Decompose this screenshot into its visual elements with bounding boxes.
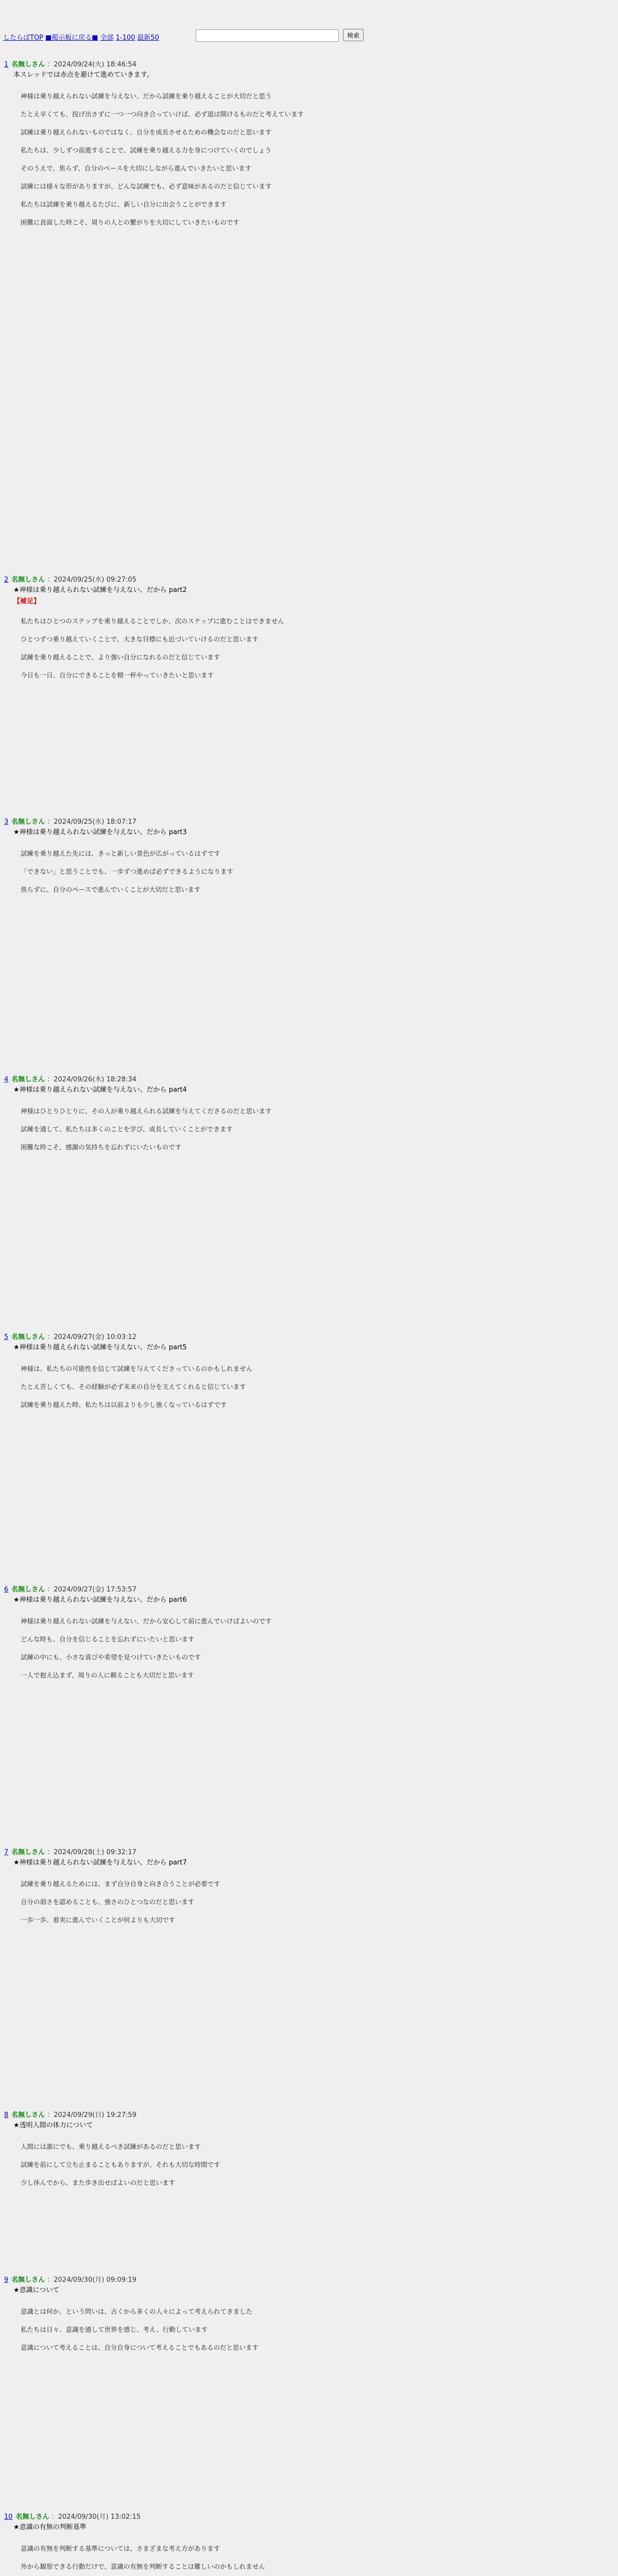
- post-number[interactable]: 7: [4, 1849, 9, 1856]
- post: [0, 2275, 613, 2361]
- post-date: ：2024/09/29(日) 19:27:59: [47, 2111, 136, 2119]
- post-title: ★神様は乗り越えられない試練を与えない、だから part7: [13, 1859, 187, 1867]
- nav-link[interactable]: したらばTOP: [3, 34, 44, 42]
- post-paragraph: たとえ辛くても、投げ出さずに一つ一つ向き合っていけば、必ず道は開けるものだと考えています: [21, 110, 304, 118]
- post-body: [21, 1107, 613, 1151]
- post-author: 名無しさん: [11, 818, 45, 826]
- post-paragraph: 試練の中にも、小さな喜びや希望を見つけていきたいものです: [21, 1653, 201, 1661]
- post-paragraph: 私たちはひとつのステップを乗り越えることでしか、次のステップに進むことはできません: [21, 617, 284, 625]
- post-paragraph: たとえ苦しくても、その経験が必ず未来の自分を支えてくれると信じています: [21, 1383, 246, 1391]
- search-input[interactable]: [196, 29, 339, 42]
- post: [0, 2512, 613, 2576]
- post-author: 名無しさん: [11, 1076, 45, 1083]
- post-body: [21, 92, 613, 227]
- top-bar: [0, 0, 618, 47]
- post-paragraph: 私たちは試練を乗り越えるたびに、新しい自分に出会うことができます: [21, 200, 227, 208]
- post-paragraph: 自分の弱さを認めることも、強さのひとつなのだと思います: [21, 1898, 195, 1906]
- post-body: [21, 849, 613, 894]
- post-date: ：2024/09/24(火) 18:46:54: [47, 61, 136, 69]
- post-paragraph: 少し休んでから、また歩き出せばよいのだと思います: [21, 2179, 176, 2187]
- post-paragraph: 神様は乗り越えられない試練を与えない、だから安心して前に進んでいけばよいのです: [21, 1617, 272, 1625]
- post-paragraph: 試練を通して、私たちは多くのことを学び、成長していくことができます: [21, 1125, 233, 1133]
- post-author: 名無しさん: [11, 2276, 45, 2284]
- post-paragraph: 試練を前にして立ち止まることもありますが、それも大切な時間です: [21, 2161, 220, 2168]
- post-header: [0, 817, 613, 827]
- post-header: [0, 1332, 613, 1343]
- post-number[interactable]: 5: [4, 1333, 9, 1341]
- post-paragraph: ひとつずつ乗り越えていくことで、大きな目標にも近づいていけるのだと思います: [21, 635, 259, 643]
- post-note: 【補足】: [13, 598, 41, 605]
- post-body: [21, 617, 613, 680]
- post-date: ：2024/09/27(金) 10:03:12: [47, 1333, 136, 1341]
- post: [0, 1332, 613, 1418]
- post-paragraph: 試練を乗り越えるためには、まず自分自身と向き合うことが必要です: [21, 1880, 220, 1888]
- post-paragraph: 私たちは、少しずつ前進することで、試練を乗り越える力を身につけていくのでしょう: [21, 146, 272, 154]
- post-paragraph: 焦らずに、自分のペースで進んでいくことが大切だと思います: [21, 886, 201, 893]
- search-button[interactable]: 検索: [343, 29, 364, 41]
- post-paragraph: 神様は、私たちの可能性を信じて試練を与えてくださっているのかもしれません: [21, 1365, 253, 1372]
- post-title: ★神様は乗り越えられない試練を与えない、だから part3: [13, 828, 187, 836]
- post-body: [21, 1364, 613, 1409]
- post-paragraph: 外から観察できる行動だけで、意識の有無を判断することは難しいのかもしれません: [21, 2563, 265, 2570]
- post-title: ★意識について: [13, 2286, 60, 2294]
- post: [0, 817, 613, 903]
- post-paragraph: 試練を乗り越えることで、より強い自分になれるのだと信じています: [21, 653, 220, 661]
- post: [0, 1075, 613, 1161]
- post-paragraph: 一人で抱え込まず、周りの人に頼ることも大切だと思います: [21, 1671, 194, 1679]
- nav-links: [3, 32, 161, 42]
- post-header: [0, 60, 613, 70]
- post-author: 名無しさん: [11, 2111, 45, 2119]
- post-title: ★神様は乗り越えられない試練を与えない、だから part2: [13, 586, 187, 594]
- post-header: [0, 2275, 613, 2285]
- post: [0, 2110, 613, 2196]
- post-header: [0, 1075, 613, 1085]
- post-paragraph: 試練を乗り越えた時、私たちは以前よりも少し強くなっているはずです: [21, 1401, 227, 1409]
- post-date: ：2024/09/30(月) 09:09:19: [47, 2276, 136, 2284]
- post-body: [21, 2307, 613, 2352]
- post-paragraph: 人間には誰にでも、乗り越えるべき試練があるのだと思います: [21, 2143, 201, 2150]
- post-paragraph: 今日も一日、自分にできることを精一杯やっていきたいと思います: [21, 671, 214, 679]
- post-number[interactable]: 2: [4, 576, 9, 584]
- post-paragraph: 私たちは日々、意識を通して世界を感じ、考え、行動しています: [21, 2326, 208, 2333]
- post-title: ★神様は乗り越えられない試練を与えない、だから part5: [13, 1344, 187, 1351]
- post-paragraph: 意識について考えることは、自分自身について考えることでもあるのだと思います: [21, 2344, 259, 2351]
- post-number[interactable]: 10: [4, 2513, 13, 2521]
- post-header: [0, 1585, 613, 1595]
- post-paragraph: 神様は乗り越えられない試練を与えない、だから試練を乗り越えることが大切だと思う: [21, 92, 272, 100]
- post-header: [0, 575, 613, 585]
- post-paragraph: 試練には様々な形がありますが、どんな試練でも、必ず意味があるのだと信じています: [21, 182, 272, 190]
- post: [0, 60, 613, 236]
- search-form: [196, 29, 364, 42]
- nav-link[interactable]: 最新50: [137, 34, 159, 42]
- post-date: ：2024/09/26(木) 18:28:34: [47, 1076, 136, 1083]
- post-title: ★神様は乗り越えられない試練を与えない、だから part4: [13, 1086, 187, 1094]
- post-body: [21, 2544, 613, 2576]
- post-number[interactable]: 3: [4, 818, 9, 826]
- post-author: 名無しさん: [11, 576, 45, 584]
- post-title: 本スレッドでは赤点を避けて進めていきます。: [13, 71, 153, 79]
- post-paragraph: 試練は乗り越えられないものではなく、自分を成長させるための機会なのだと思います: [21, 128, 272, 136]
- post-number[interactable]: 1: [4, 61, 9, 69]
- post-date: ：2024/09/25(水) 09:27:05: [47, 576, 136, 584]
- post: [0, 1585, 613, 1689]
- post-number[interactable]: 8: [4, 2111, 9, 2119]
- post: [0, 575, 613, 689]
- post-paragraph: 意識の有無を判断する基準については、さまざまな考え方があります: [21, 2545, 220, 2552]
- post: [0, 1848, 613, 1934]
- post-paragraph: 一歩一歩、着実に進んでいくことが何よりも大切です: [21, 1916, 176, 1924]
- post-paragraph: そのうえで、焦らず、自分のペースを大切にしながら進んでいきたいと思います: [21, 164, 252, 172]
- post-paragraph: 意識とは何か、という問いは、古くから多くの人々によって考えられてきました: [21, 2308, 253, 2315]
- post-number[interactable]: 6: [4, 1586, 9, 1594]
- post-title: ★神様は乗り越えられない試練を与えない、だから part6: [13, 1596, 187, 1604]
- post-body: [21, 1617, 613, 1680]
- post-author: 名無しさん: [11, 1333, 45, 1341]
- post-author: 名無しさん: [11, 1586, 45, 1594]
- post-paragraph: 「できない」と思うことでも、一歩ずつ進めば必ずできるようになります: [21, 868, 233, 875]
- post-header: [0, 2110, 613, 2121]
- post-title: ★透明人間の体力について: [13, 2122, 93, 2129]
- nav-link[interactable]: 全部: [100, 34, 114, 42]
- post-paragraph: 困難な時こそ、感謝の気持ちを忘れずにいたいものです: [21, 1143, 182, 1151]
- post-author: 名無しさん: [11, 61, 45, 69]
- post-body: [21, 1879, 613, 1924]
- post-paragraph: 困難に直面した時こそ、周りの人との繋がりを大切にしていきたいものです: [21, 218, 239, 226]
- post-date: ：2024/09/30(月) 13:02:15: [51, 2513, 141, 2521]
- post-number[interactable]: 4: [4, 1076, 9, 1083]
- post-date: ：2024/09/28(土) 09:32:17: [47, 1849, 136, 1856]
- post-date: ：2024/09/25(水) 18:07:17: [47, 818, 136, 826]
- post-paragraph: 神様はひとりひとりに、その人が乗り越えられる試練を与えてくださるのだと思います: [21, 1107, 272, 1115]
- post-author: 名無しさん: [15, 2513, 49, 2521]
- post-paragraph: 試練を乗り越えた先には、きっと新しい景色が広がっているはずです: [21, 850, 220, 857]
- post-body: [21, 2142, 613, 2187]
- post-date: ：2024/09/27(金) 17:53:57: [47, 1586, 136, 1594]
- post-author: 名無しさん: [11, 1849, 45, 1856]
- nav-link[interactable]: 1-100: [115, 34, 135, 42]
- post-header: [0, 2512, 613, 2522]
- post-number[interactable]: 9: [4, 2276, 9, 2284]
- post-paragraph: どんな時も、自分を信じることを忘れずにいたいと思います: [21, 1635, 195, 1643]
- post-title: ★意識の有無の判断基準: [13, 2523, 87, 2531]
- post-header: [0, 1848, 613, 1858]
- nav-link[interactable]: ■掲示板に戻る■: [45, 34, 98, 42]
